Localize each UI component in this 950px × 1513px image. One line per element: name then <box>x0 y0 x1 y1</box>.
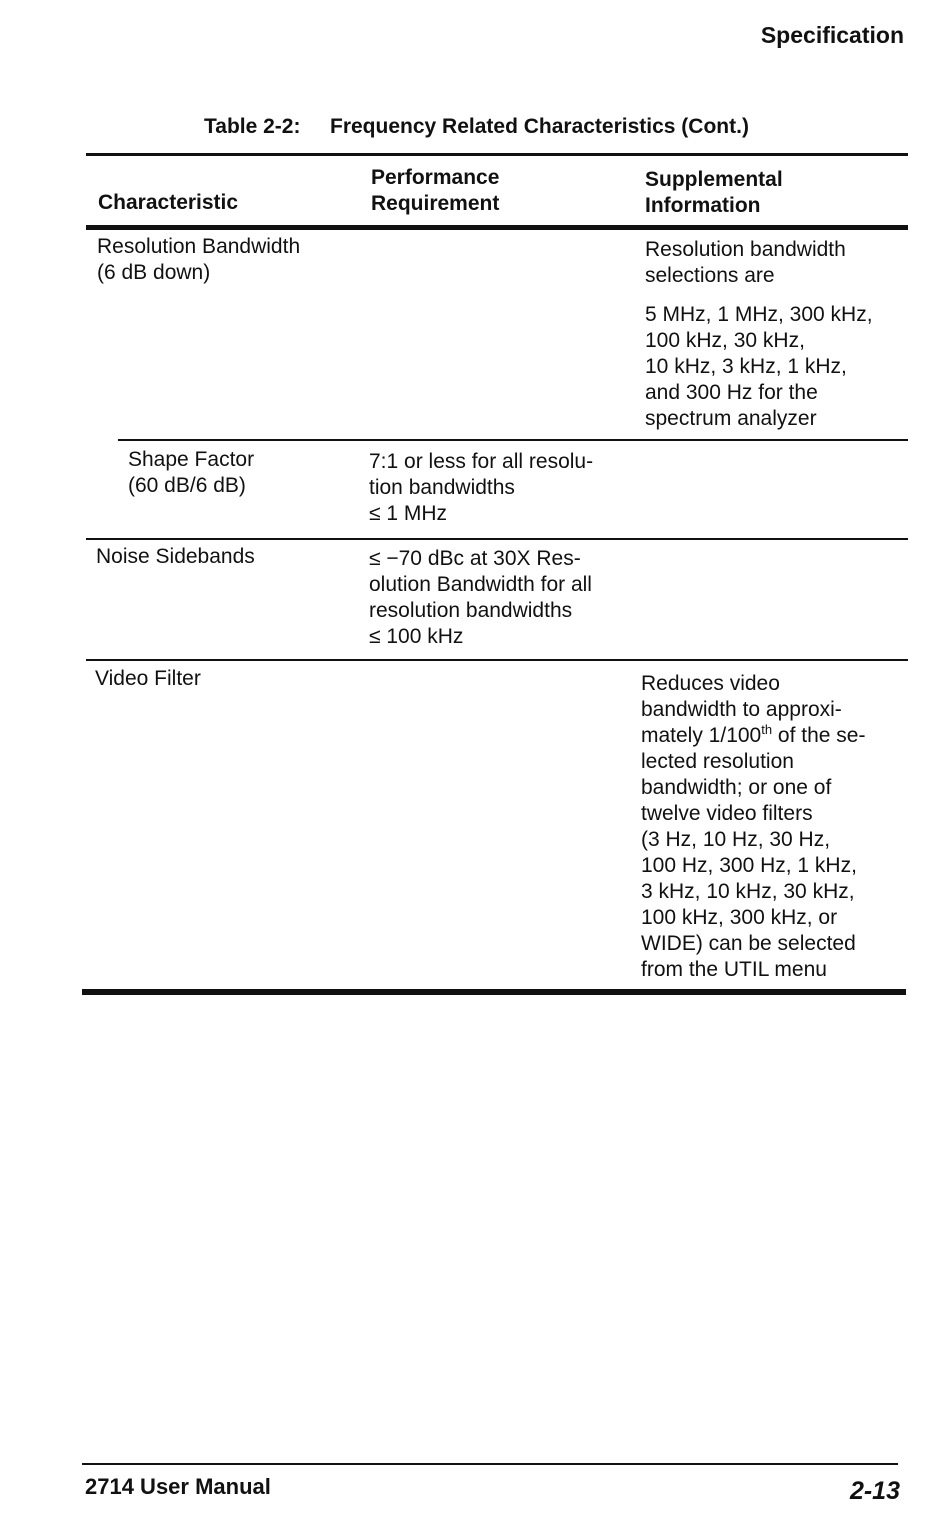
video-filter-line-superscript: mately 1/100th of the se- <box>641 722 866 747</box>
table-top-rule <box>86 153 908 156</box>
table-caption <box>204 115 749 139</box>
row-video-filter-characteristic: Video Filter <box>95 667 201 690</box>
footer-manual-title: 2714 User Manual <box>85 1474 271 1499</box>
row-noise-sidebands-characteristic: Noise Sidebands <box>96 545 255 568</box>
table-bottom-rule <box>82 989 906 995</box>
row-divider <box>86 659 908 661</box>
row-resolution-bandwidth-supplemental: Resolution bandwidth selections are <box>645 238 846 287</box>
table-title: Frequency Related Characteristics (Cont.) <box>330 115 749 138</box>
row-noise-sidebands-performance: ≤ −70 dBc at 30X Res- olution Bandwidth for all resolution bandwidths ≤ 100 kHz <box>369 547 592 648</box>
row-resolution-bandwidth-characteristic: Resolution Bandwidth (6 dB down) <box>97 235 301 284</box>
row-video-filter-supplemental: Reduces video bandwidth to approxi- mately 1/100th of the se- lected resolution bandwidth; or one of twelve video filters (3 Hz, 10 Hz, 30 Hz, 100 Hz, 300 Hz, 1 kHz, 3 kHz, 10 kHz, 30 kHz, 100 kHz, 300 kHz, or WIDE) can be selected from the UTIL menu <box>641 672 866 981</box>
row-shape-factor-performance: 7:1 or less for all resolu- tion bandwidths ≤ 1 MHz <box>369 450 594 525</box>
row-divider <box>86 538 908 540</box>
column-header-characteristic: Characteristic <box>98 191 239 214</box>
section-header: Specification <box>760 22 904 48</box>
row-divider <box>118 439 908 441</box>
page-number: 2-13 <box>849 1477 900 1505</box>
row-shape-factor-characteristic: Shape Factor (60 dB/6 dB) <box>128 448 255 497</box>
table-number: Table 2-2: <box>204 115 301 138</box>
column-header-supplemental: Supplemental Information <box>645 168 783 217</box>
row-resolution-bandwidth-selections: 5 MHz, 1 MHz, 300 kHz, 100 kHz, 30 kHz, 10 kHz, 3 kHz, 1 kHz, and 300 Hz for the spectrum analyzer <box>645 303 873 430</box>
table-header-rule <box>86 225 908 230</box>
footer-rule <box>82 1463 898 1465</box>
column-header-performance: Performance Requirement <box>371 166 500 215</box>
